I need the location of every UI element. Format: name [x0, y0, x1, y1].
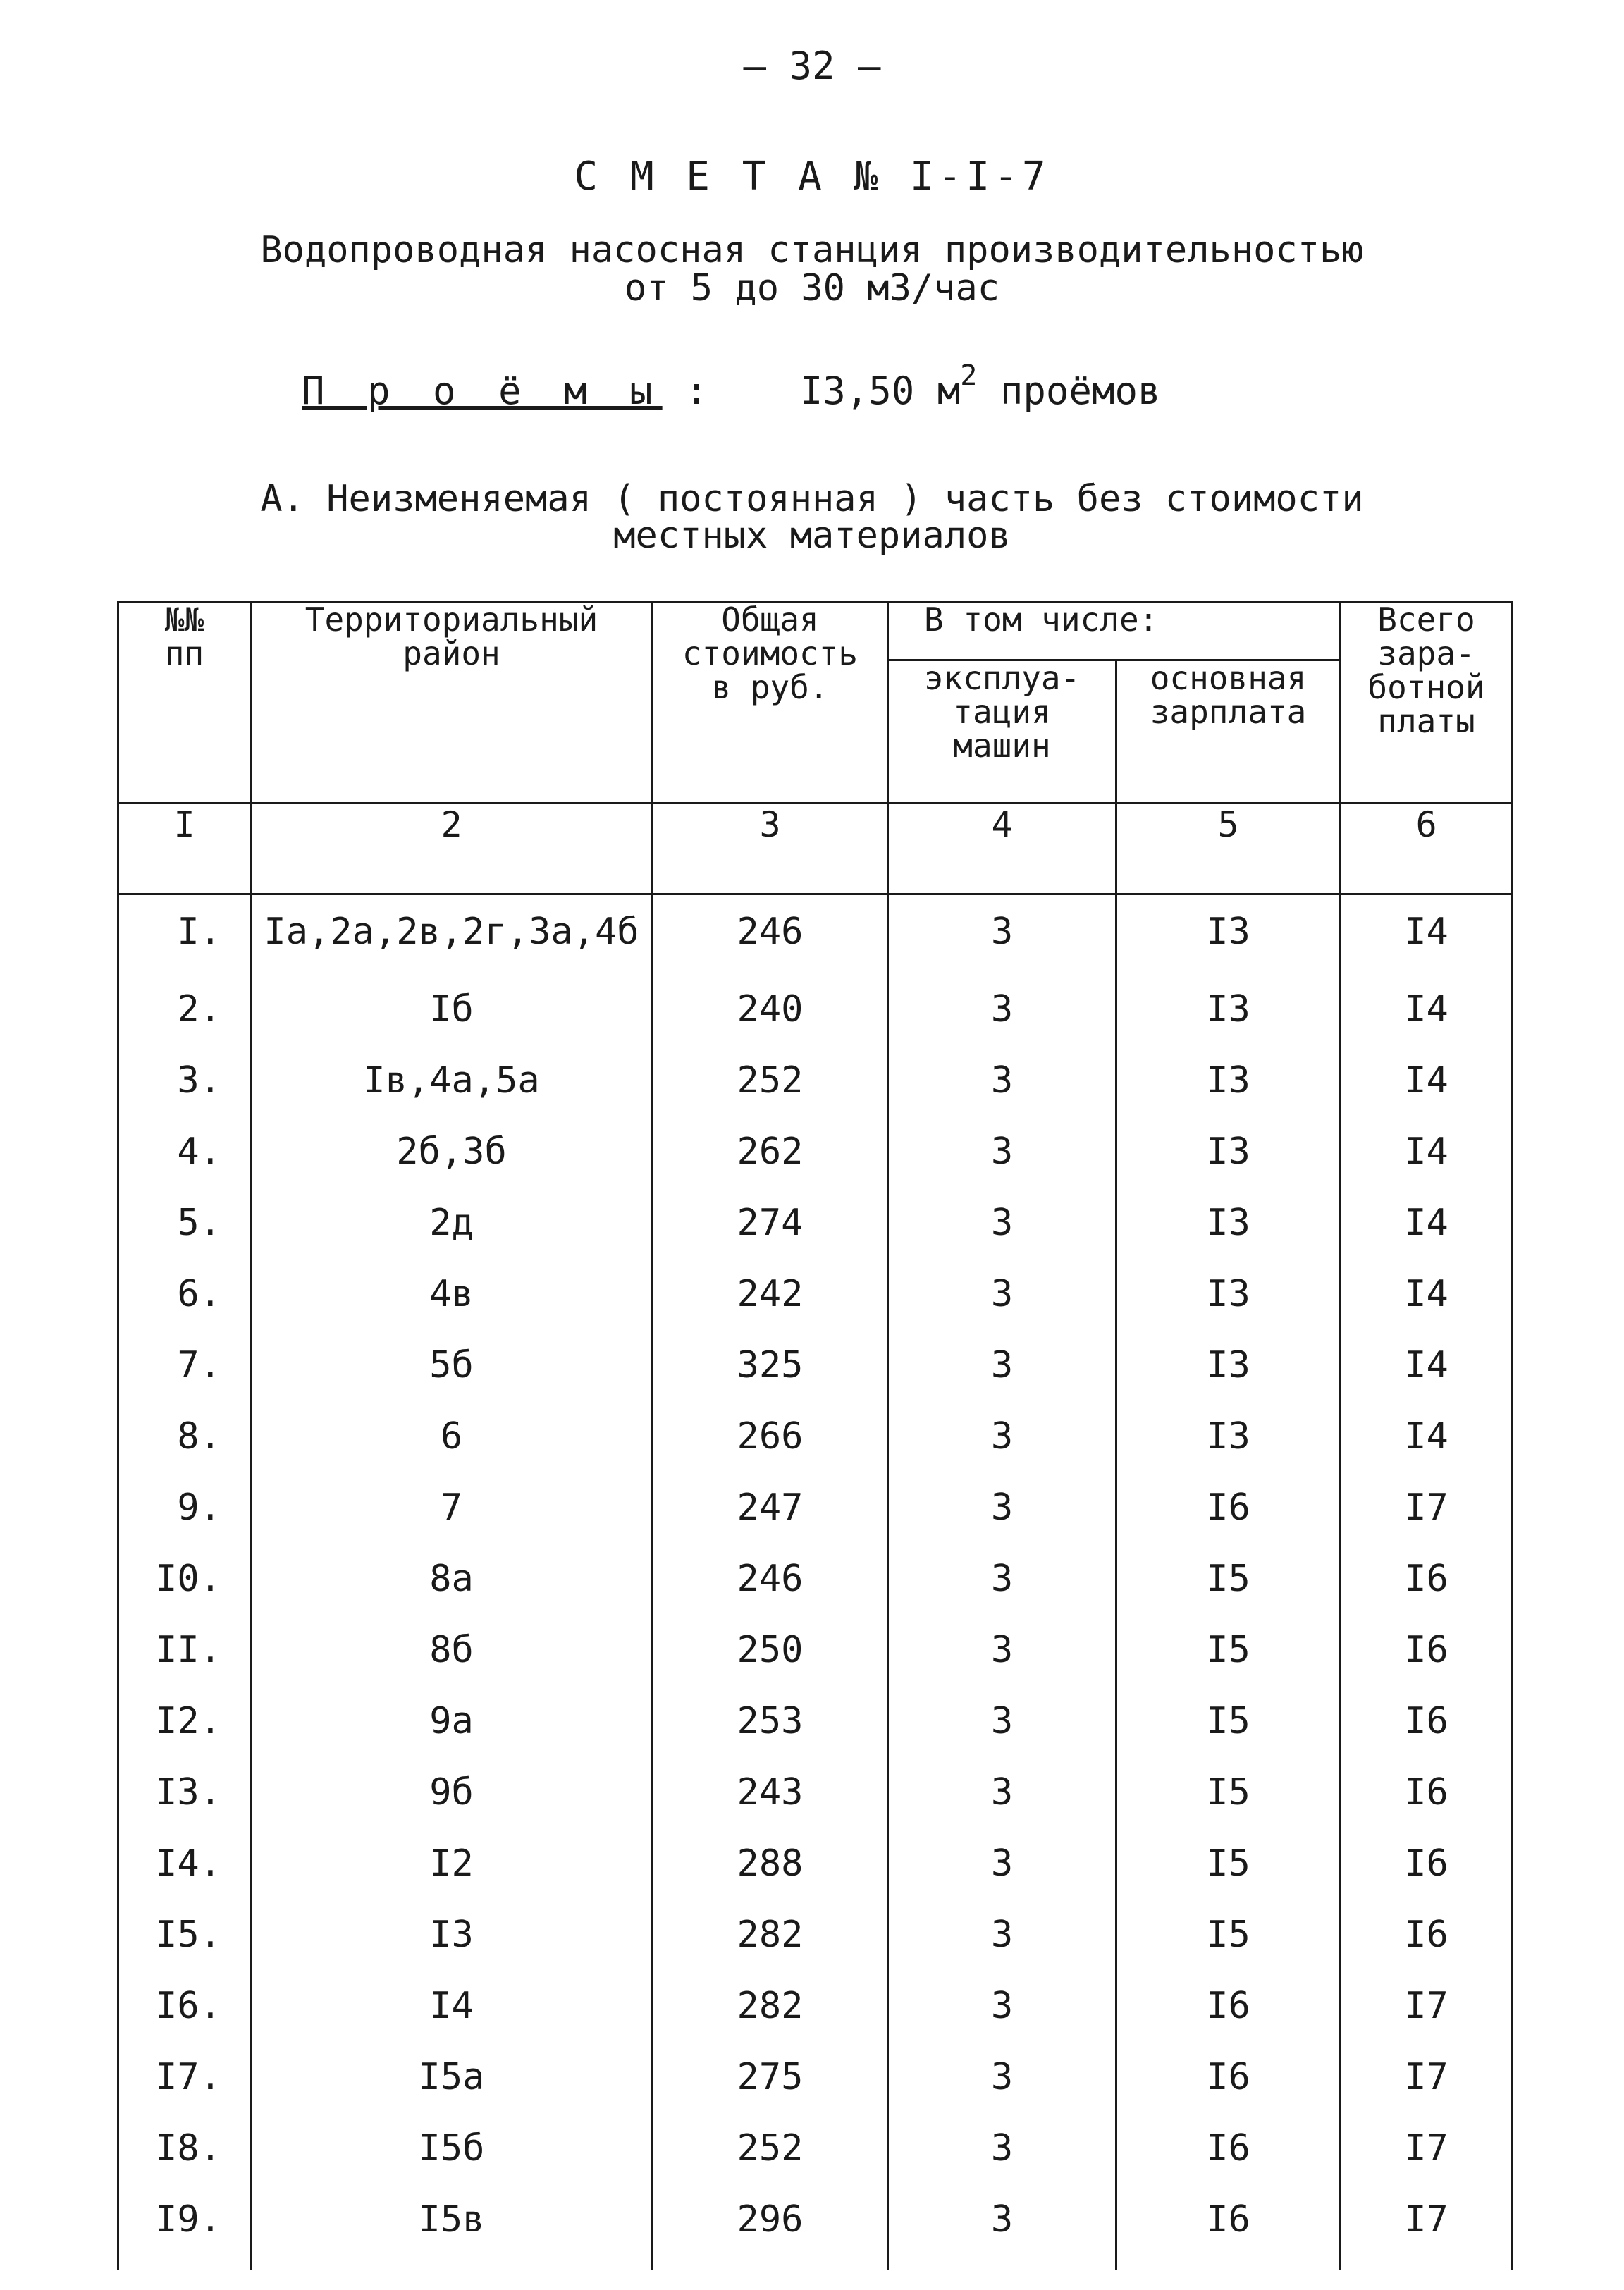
row-base-salary: I5 — [1116, 1842, 1341, 1914]
column-number-row — [118, 804, 1513, 894]
row-region: Iб — [251, 988, 653, 1059]
row-total-wages: I6 — [1341, 1629, 1513, 1700]
row-machines: 3 — [888, 1842, 1116, 1914]
row-number: I. — [118, 894, 251, 989]
row-total-cost: 240 — [653, 988, 888, 1059]
header-machines-line-1: эксплуа- — [923, 659, 1081, 697]
row-total-wages: I7 — [1341, 1486, 1513, 1558]
table-row — [118, 1486, 1513, 1558]
subtitle-line-1: Водопроводная насосная станция производительностью — [260, 229, 1364, 271]
row-machines: 3 — [888, 1629, 1116, 1700]
row-machines: 3 — [888, 1131, 1116, 1202]
row-region: 4в — [251, 1273, 653, 1344]
row-total-wages: I7 — [1341, 1985, 1513, 2056]
row-total-cost: 247 — [653, 1486, 888, 1558]
row-region: 2б,3б — [251, 1131, 653, 1202]
header-wages — [1341, 602, 1513, 804]
table-row — [118, 1842, 1513, 1914]
row-region: 6 — [251, 1415, 653, 1486]
row-total-cost: 266 — [653, 1415, 888, 1486]
row-total-wages: I6 — [1341, 1842, 1513, 1914]
page-number: – 32 – — [743, 44, 881, 88]
row-base-salary: I5 — [1116, 1629, 1341, 1700]
openings-sup: 2 — [960, 359, 978, 392]
row-machines: 3 — [888, 1700, 1116, 1771]
row-number: I5. — [118, 1914, 251, 1985]
table-row — [118, 1202, 1513, 1273]
row-machines: 3 — [888, 1202, 1116, 1273]
row-total-cost: 296 — [653, 2198, 888, 2270]
row-base-salary: I3 — [1116, 1344, 1341, 1415]
row-number: I9. — [118, 2198, 251, 2270]
row-machines: 3 — [888, 1059, 1116, 1131]
column-number: 3 — [653, 804, 888, 894]
header-wages-line-1: Всего — [1377, 601, 1475, 639]
column-number: 4 — [888, 804, 1116, 894]
row-region: I5б — [251, 2127, 653, 2198]
header-salary-line-2: зарплата — [1150, 693, 1307, 731]
row-total-cost: 282 — [653, 1985, 888, 2056]
header-salary-line-1: основная — [1150, 659, 1307, 697]
column-number: 2 — [251, 804, 653, 894]
row-total-cost: 246 — [653, 894, 888, 989]
header-machines — [888, 660, 1116, 804]
openings-colon: : — [685, 369, 708, 413]
row-machines: 3 — [888, 1771, 1116, 1842]
row-total-cost: 243 — [653, 1771, 888, 1842]
row-region: 8б — [251, 1629, 653, 1700]
row-base-salary: I6 — [1116, 1486, 1341, 1558]
row-machines: 3 — [888, 988, 1116, 1059]
header-salary — [1116, 660, 1341, 804]
row-number: 8. — [118, 1415, 251, 1486]
header-total-line-3: в руб. — [711, 668, 829, 706]
row-number: I3. — [118, 1771, 251, 1842]
row-base-salary: I3 — [1116, 1059, 1341, 1131]
table-row — [118, 1059, 1513, 1131]
openings-line — [302, 359, 1161, 413]
column-number: 6 — [1341, 804, 1513, 894]
row-total-cost: 282 — [653, 1914, 888, 1985]
row-region: 2д — [251, 1202, 653, 1273]
table-row — [118, 1558, 1513, 1629]
row-base-salary: I6 — [1116, 2127, 1341, 2198]
row-machines: 3 — [888, 2198, 1116, 2270]
row-region: I2 — [251, 1842, 653, 1914]
row-total-wages: I6 — [1341, 1771, 1513, 1842]
row-region: 5б — [251, 1344, 653, 1415]
table-row — [118, 1415, 1513, 1486]
row-number: 9. — [118, 1486, 251, 1558]
row-base-salary: I3 — [1116, 1131, 1341, 1202]
row-base-salary: I3 — [1116, 1273, 1341, 1344]
row-region: Iа,2а,2в,2г,3а,4б — [251, 894, 653, 989]
row-base-salary: I5 — [1116, 1700, 1341, 1771]
row-region: Iв,4а,5а — [251, 1059, 653, 1131]
row-total-cost: 275 — [653, 2056, 888, 2127]
table-row — [118, 1914, 1513, 1985]
table-row — [118, 1344, 1513, 1415]
table-row — [118, 1131, 1513, 1202]
row-number: I6. — [118, 1985, 251, 2056]
row-machines: 3 — [888, 1914, 1116, 1985]
section-a-line-2: местных материалов — [613, 515, 1011, 557]
row-number: I0. — [118, 1558, 251, 1629]
table-row — [118, 1985, 1513, 2056]
estimate-table — [117, 601, 1513, 2270]
row-region: 9а — [251, 1700, 653, 1771]
openings-label: П р о ё м ы — [302, 369, 663, 413]
row-number: 5. — [118, 1202, 251, 1273]
row-number: 2. — [118, 988, 251, 1059]
row-total-cost: 325 — [653, 1344, 888, 1415]
header-region-line-1: Территориальный — [304, 601, 598, 639]
row-total-wages: I7 — [1341, 2198, 1513, 2270]
table-row — [118, 1771, 1513, 1842]
subtitle-line-2: от 5 до 30 м3/час — [624, 267, 1000, 309]
row-base-salary: I6 — [1116, 2198, 1341, 2270]
row-base-salary: I6 — [1116, 1985, 1341, 2056]
row-total-wages: I4 — [1341, 1202, 1513, 1273]
estimate-title: С М Е Т А № I-I-7 — [574, 154, 1050, 199]
header-wages-line-2: зара- — [1377, 634, 1475, 672]
row-base-salary: I3 — [1116, 988, 1341, 1059]
row-total-wages: I4 — [1341, 1131, 1513, 1202]
header-including: В том числе: — [888, 602, 1341, 660]
row-number: I4. — [118, 1842, 251, 1914]
row-number: II. — [118, 1629, 251, 1700]
header-region — [251, 602, 653, 804]
header-num — [118, 602, 251, 804]
header-machines-line-2: тация — [953, 693, 1051, 731]
table-row — [118, 2127, 1513, 2198]
row-machines: 3 — [888, 1415, 1116, 1486]
row-region: 8а — [251, 1558, 653, 1629]
row-total-wages: I4 — [1341, 894, 1513, 989]
row-total-cost: 274 — [653, 1202, 888, 1273]
row-machines: 3 — [888, 2056, 1116, 2127]
row-number: 4. — [118, 1131, 251, 1202]
header-total — [653, 602, 888, 804]
table-row — [118, 1273, 1513, 1344]
row-number: I7. — [118, 2056, 251, 2127]
column-number: I — [118, 804, 251, 894]
row-number: I2. — [118, 1700, 251, 1771]
header-region-line-2: район — [402, 634, 500, 672]
row-machines: 3 — [888, 1486, 1116, 1558]
row-total-cost: 252 — [653, 2127, 888, 2198]
header-wages-line-3: ботной — [1367, 668, 1485, 706]
row-number: 6. — [118, 1273, 251, 1344]
row-machines: 3 — [888, 1985, 1116, 2056]
table-row — [118, 988, 1513, 1059]
header-total-line-1: Общая — [721, 601, 819, 639]
row-total-cost: 252 — [653, 1059, 888, 1131]
openings-unit: проёмов — [999, 369, 1161, 413]
header-num-line-2: пп — [164, 634, 204, 672]
header-machines-line-3: машин — [953, 727, 1051, 765]
column-number: 5 — [1116, 804, 1341, 894]
row-total-wages: I4 — [1341, 1273, 1513, 1344]
table-row — [118, 1700, 1513, 1771]
row-total-cost: 242 — [653, 1273, 888, 1344]
row-total-wages: I6 — [1341, 1914, 1513, 1985]
table-row — [118, 2198, 1513, 2270]
row-base-salary: I3 — [1116, 894, 1341, 989]
row-region: I4 — [251, 1985, 653, 2056]
row-region: I5а — [251, 2056, 653, 2127]
row-machines: 3 — [888, 1344, 1116, 1415]
row-base-salary: I5 — [1116, 1914, 1341, 1985]
table-row — [118, 1629, 1513, 1700]
header-total-line-2: стоимость — [682, 634, 859, 672]
row-total-wages: I6 — [1341, 1558, 1513, 1629]
row-total-cost: 250 — [653, 1629, 888, 1700]
row-region: 9б — [251, 1771, 653, 1842]
row-number: 3. — [118, 1059, 251, 1131]
header-wages-line-4: платы — [1377, 702, 1475, 740]
row-machines: 3 — [888, 2127, 1116, 2198]
row-machines: 3 — [888, 1558, 1116, 1629]
row-total-cost: 246 — [653, 1558, 888, 1629]
row-total-wages: I4 — [1341, 1059, 1513, 1131]
row-base-salary: I5 — [1116, 1558, 1341, 1629]
row-machines: 3 — [888, 1273, 1116, 1344]
row-total-cost: 262 — [653, 1131, 888, 1202]
row-total-wages: I4 — [1341, 988, 1513, 1059]
row-base-salary: I5 — [1116, 1771, 1341, 1842]
row-total-wages: I7 — [1341, 2056, 1513, 2127]
row-total-wages: I4 — [1341, 1344, 1513, 1415]
row-total-wages: I6 — [1341, 1700, 1513, 1771]
row-base-salary: I3 — [1116, 1202, 1341, 1273]
row-total-cost: 253 — [653, 1700, 888, 1771]
section-a-line-1: А. Неизменяемая ( постоянная ) часть без стоимости — [260, 478, 1364, 520]
row-base-salary: I6 — [1116, 2056, 1341, 2127]
row-region: I5в — [251, 2198, 653, 2270]
table-row — [118, 894, 1513, 989]
row-machines: 3 — [888, 894, 1116, 989]
row-number: 7. — [118, 1344, 251, 1415]
row-number: I8. — [118, 2127, 251, 2198]
row-total-wages: I4 — [1341, 1415, 1513, 1486]
row-region: I3 — [251, 1914, 653, 1985]
header-num-line-1: №№ — [164, 601, 204, 639]
table-row — [118, 2056, 1513, 2127]
openings-value: I3,50 м — [799, 369, 961, 413]
row-total-wages: I7 — [1341, 2127, 1513, 2198]
row-region: 7 — [251, 1486, 653, 1558]
row-base-salary: I3 — [1116, 1415, 1341, 1486]
row-total-cost: 288 — [653, 1842, 888, 1914]
